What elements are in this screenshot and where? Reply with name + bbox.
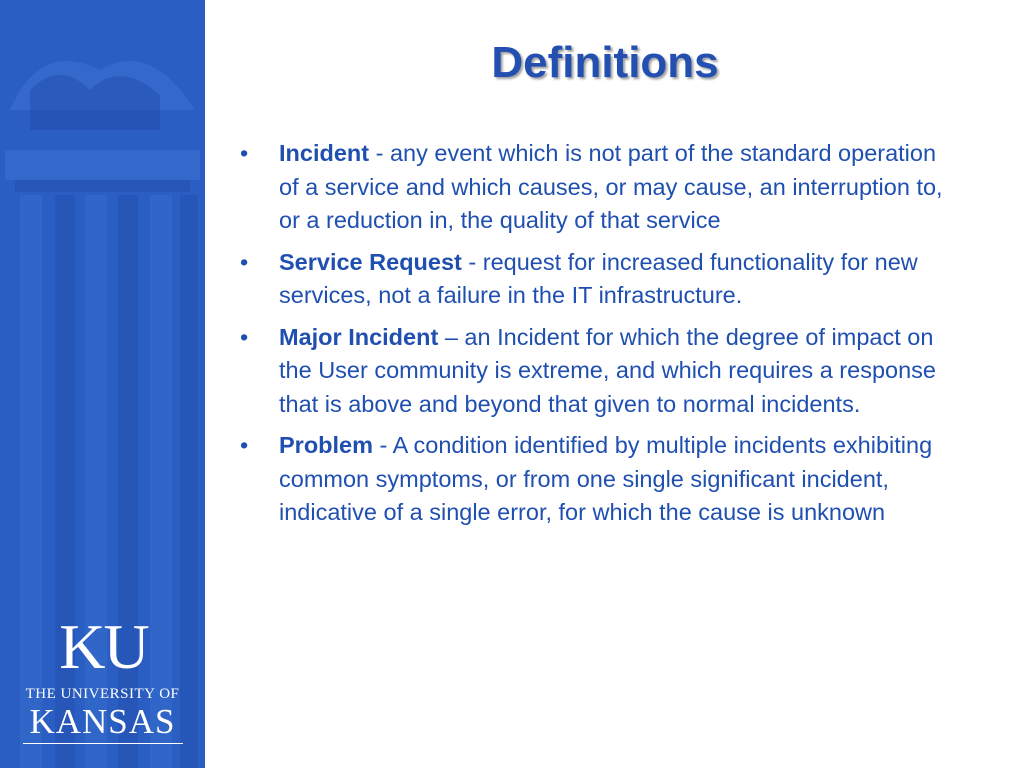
definition-term: Service Request bbox=[279, 248, 462, 275]
sidebar-panel bbox=[0, 0, 205, 768]
ku-logo bbox=[0, 611, 205, 744]
definition-item-major-incident bbox=[240, 321, 960, 422]
definition-text: – an Incident for which the degree of impact on the User community is extreme, and which requires a response that is above and beyond that given to normal incidents. bbox=[279, 323, 936, 417]
definition-term: Major Incident bbox=[279, 323, 439, 350]
definition-text: - A condition identified by multiple incidents exhibiting common symptoms, or from one single significant incident, indicative of a single error, for which the cause is unknown bbox=[279, 432, 933, 525]
definition-item-service-request bbox=[240, 246, 960, 313]
bullet-icon: • bbox=[240, 432, 249, 458]
definition-item-problem bbox=[240, 429, 960, 530]
bullet-icon: • bbox=[240, 140, 249, 166]
logo-ku-mark: KU bbox=[59, 611, 148, 682]
definition-item-incident bbox=[240, 137, 960, 238]
definitions-list bbox=[240, 137, 960, 538]
definition-text: - any event which is not part of the standard operation of a service and which causes, or may cause, an interruption to, or a reduction in, the quality of that service bbox=[279, 140, 943, 233]
bullet-icon: • bbox=[240, 248, 249, 275]
bullet-icon: • bbox=[240, 323, 249, 350]
definition-term: Problem bbox=[279, 432, 374, 458]
logo-kansas-text: KANSAS bbox=[29, 702, 176, 741]
slide-title: Definitions bbox=[491, 38, 719, 87]
logo-university-text: THE UNIVERSITY OF bbox=[25, 686, 180, 702]
logo-underline bbox=[23, 743, 183, 744]
definition-text: - request for increased functionality for new services, not a failure in the IT infrastructure. bbox=[279, 248, 918, 308]
definition-term: Incident bbox=[279, 140, 370, 166]
